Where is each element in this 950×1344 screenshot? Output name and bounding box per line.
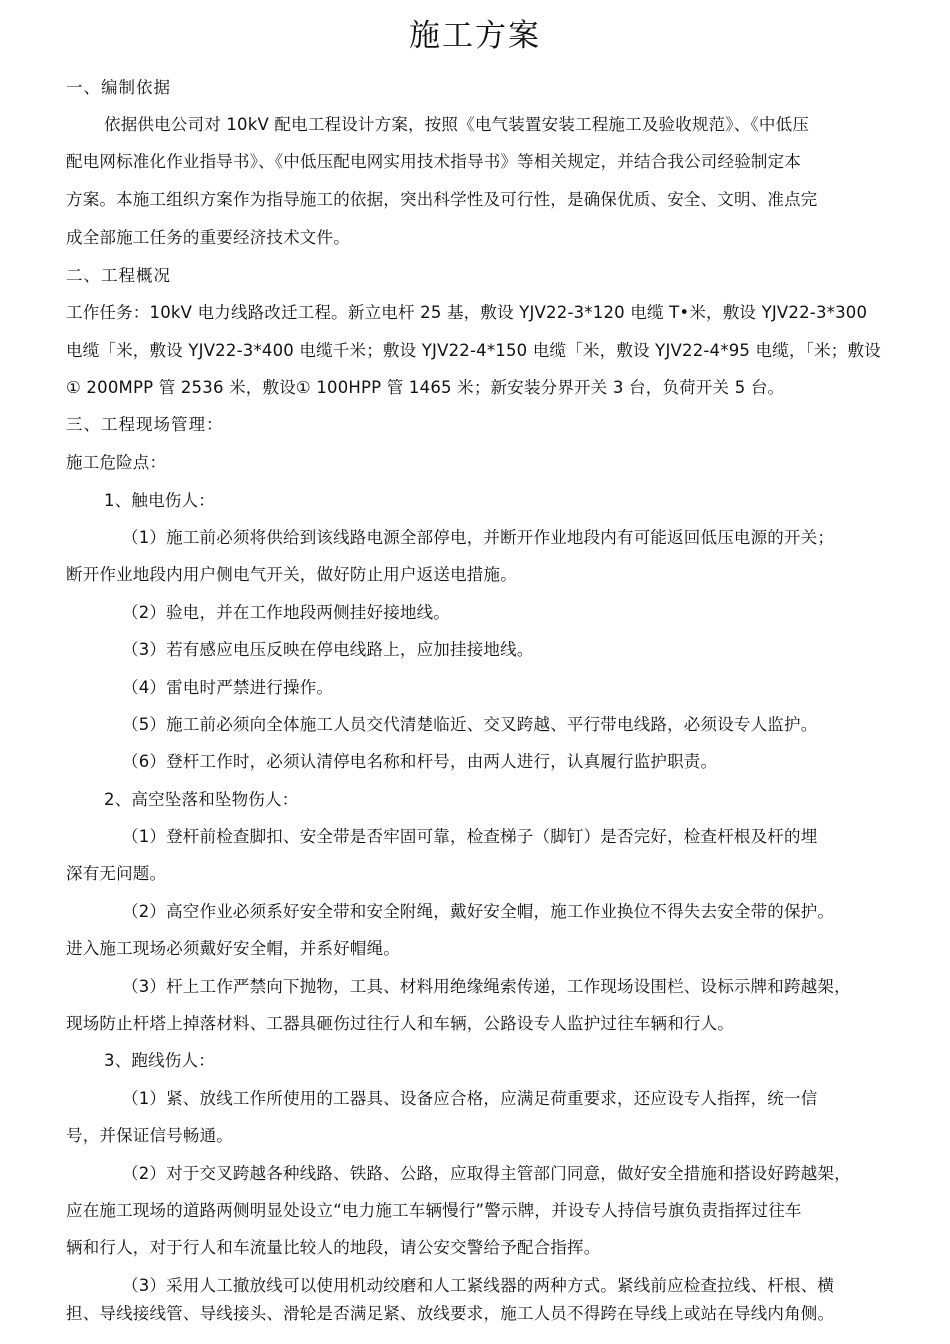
list-item-line: 断开作业地段内用户侧电气开关，做好防止用户返送电措施。 [66, 565, 517, 584]
list-item-line: （2）高空作业必须系好安全带和安全附绳，戴好安全帽，施工作业换位不得失去安全带的保护。 [122, 902, 835, 921]
list-item-line: （2）验电，并在工作地段两侧挂好接地线。 [122, 603, 450, 622]
paragraph-line: 工作任务：10kV 电力线路改迁工程。新立电杆 25 基，敷设 YJV22-3*120 电缆 T•米，敷设 YJV22-3*300 [66, 303, 868, 322]
hazard-heading-runaway: 3、跑线伤人： [104, 1051, 215, 1070]
list-item-line: 深有无问题。 [66, 864, 167, 883]
list-item-line: （1）登杆前检查脚扣、安全带是否牢固可靠，检查梯子（脚钉）是否完好，检查杆根及杆的埋 [122, 827, 818, 846]
paragraph-line: 方案。本施工组织方案作为指导施工的依据，突出科学性及可行性，是确保优质、安全、文明、准点完 [66, 190, 818, 209]
list-item-line: 担、导线接线管、导线接头、滑轮是否满足紧、放线要求，施工人员不得跨在导线上或站在导线内角侧。 [66, 1304, 835, 1323]
list-item-line: 应在施工现场的道路两侧明显处设立“电力施工车辆慢行”警示牌，并设专人持信号旗负责指挥过往车 [66, 1201, 802, 1220]
list-item-line: （1）施工前必须将供给到该线路电源全部停电，并断开作业地段内有可能返回低压电源的开关； [122, 528, 835, 547]
list-item-line: （3）采用人工撤放线可以使用机动绞磨和人工紧线器的两种方式。紧线前应检查拉线、杆根、横 [122, 1276, 835, 1295]
subheading-hazards: 施工危险点： [66, 453, 167, 472]
list-item-line: 进入施工现场必须戴好安全帽，并系好帽绳。 [66, 939, 400, 958]
paragraph-line: ① 200MPP 管 2536 米，敷设① 100HPP 管 1465 米；新安装分界开关 3 台，负荷开关 5 台。 [66, 378, 785, 397]
list-item-line: 号，并保证信号畅通。 [66, 1126, 233, 1145]
section-heading-basis: 一、编制依据 [66, 78, 171, 97]
list-item-line: （6）登杆工作时，必须认清停电名称和杆号，由两人进行，认真履行监护职责。 [122, 752, 718, 771]
list-item-line: 现场防止杆塔上掉落材料、工器具砸伤过往行人和车辆，公路设专人监护过往车辆和行人。 [66, 1014, 734, 1033]
paragraph-line: 配电网标准化作业指导书》、《中低压配电网实用技术指导书》等相关规定，并结合我公司经验制定本 [66, 152, 801, 171]
paragraph-line: 依据供电公司对 10kV 配电工程设计方案，按照《电气装置安装工程施工及验收规范》、《中低压 [104, 115, 810, 134]
list-item-line: （4）雷电时严禁进行操作。 [122, 678, 334, 697]
hazard-heading-falling: 2、高空坠落和坠物伤人： [104, 790, 299, 809]
page-title: 施工方案 [409, 18, 541, 54]
section-heading-site: 三、工程现场管理： [66, 415, 224, 434]
list-item-line: （5）施工前必须向全体施工人员交代清楚临近、交叉跨越、平行带电线路，必须设专人监护。 [122, 715, 818, 734]
list-item-line: （2）对于交叉跨越各种线路、铁路、公路，应取得主管部门同意，做好安全措施和搭设好跨越架， [122, 1164, 851, 1183]
list-item-line: （3）若有感应电压反映在停电线路上，应加挂接地线。 [122, 640, 534, 659]
paragraph-line: 成全部施工任务的重要经济技术文件。 [66, 228, 350, 247]
hazard-heading-electric: 1、触电伤人： [104, 491, 215, 510]
list-item-line: （1）紧、放线工作所使用的工器具、设备应合格，应满足荷重要求，还应设专人指挥，统一信 [122, 1089, 818, 1108]
list-item-line: 辆和行人，对于行人和车流量比较人的地段，请公安交警给予配合指挥。 [66, 1238, 601, 1257]
list-item-line: （3）杆上工作严禁向下抛物，工具、材料用绝缘绳索传递，工作现场设围栏、设标示牌和跨越架， [122, 977, 851, 996]
section-heading-overview: 二、工程概况 [66, 266, 171, 285]
paragraph-line: 电缆「米，敷设 YJV22-3*400 电缆千米；敷设 YJV22-4*150 电缆「米，敷设 YJV22-4*95 电缆，「米；敷设 [66, 341, 881, 360]
